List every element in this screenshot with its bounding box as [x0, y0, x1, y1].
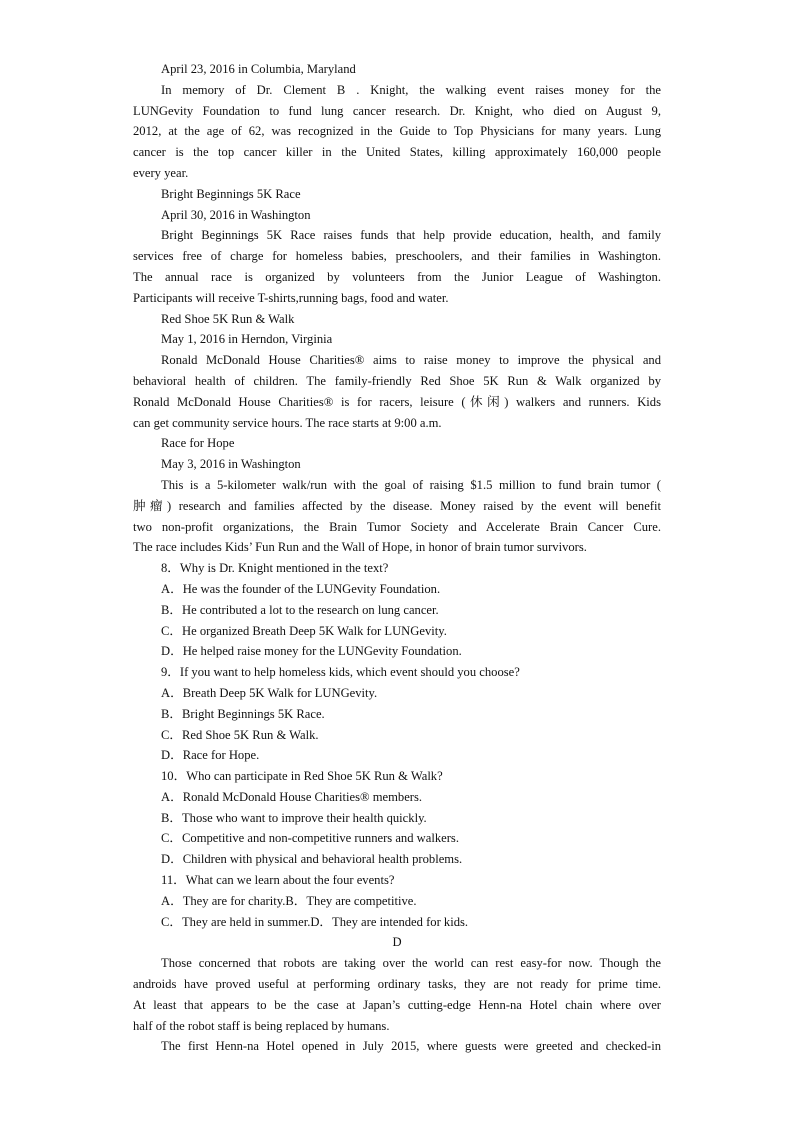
text-line: cancer is the top cancer killer in the United States, killing approximately 160,000 people — [133, 145, 661, 160]
text-line: Participants will receive T-shirts,running bags, food and water. — [133, 290, 449, 305]
text-line: 肿瘤) research and families affected by the disease. Money raised by the event will benefit — [133, 498, 661, 513]
text-line: Bright Beginnings 5K Race — [161, 186, 301, 201]
text-line: Those concerned that robots are taking over the world can rest easy-for now. Though the — [161, 956, 661, 971]
text-line: LUNGevity Foundation to fund lung cancer research. Dr. Knight, who died on August 9, — [133, 103, 661, 118]
text-line: behavioral health of children. The family-friendly Red Shoe 5K Run & Walk organized by — [133, 373, 661, 388]
text-line: C．Red Shoe 5K Run & Walk. — [161, 727, 319, 742]
text-line: D．He helped raise money for the LUNGevity Foundation. — [161, 644, 462, 659]
text-line: two non-profit organizations, the Brain Tumor Society and Accelerate Brain Cancer Cure. — [133, 519, 661, 534]
text-line: D．Race for Hope. — [161, 748, 260, 763]
text-line: C．He organized Breath Deep 5K Walk for LUNGevity. — [161, 623, 447, 638]
text-line: April 30, 2016 in Washington — [161, 207, 311, 222]
text-line: May 1, 2016 in Herndon, Virginia — [161, 332, 333, 347]
text-line: 2012, at the age of 62, was recognized in the Guide to Top Physicians for many years. Lung — [133, 124, 661, 139]
text-line: In memory of Dr. Clement B . Knight, the walking event raises money for the — [161, 82, 661, 97]
document-page — [133, 59, 661, 1057]
text-line: D．Children with physical and behavioral health problems. — [161, 852, 463, 867]
text-line: A．He was the founder of the LUNGevity Foundation. — [161, 581, 441, 596]
text-line: 11．What can we learn about the four events? — [161, 873, 395, 888]
text-line: A．They are for charity.B．They are competitive. — [161, 893, 417, 908]
text-line: Red Shoe 5K Run & Walk — [161, 311, 295, 326]
text-line: 10．Who can participate in Red Shoe 5K Run & Walk? — [161, 769, 443, 784]
text-line: The annual race is organized by volunteers from the Junior League of Washington. — [133, 269, 661, 284]
text-line: C．Competitive and non-competitive runners and walkers. — [161, 831, 459, 846]
text-line: Race for Hope — [161, 436, 235, 451]
text-line: Bright Beginnings 5K Race raises funds that help provide education, health, and family — [161, 228, 661, 243]
text-line: C．They are held in summer.D．They are intended for kids. — [161, 914, 469, 929]
text-line: B．He contributed a lot to the research on lung cancer. — [161, 602, 439, 617]
text-line: Ronald McDonald House Charities® aims to raise money to improve the physical and — [161, 353, 661, 368]
text-line: every year. — [133, 165, 189, 180]
text-line: half of the robot staff is being replaced by humans. — [133, 1018, 390, 1033]
text-line: androids have proved useful at performing ordinary tasks, they are not ready for prime time. — [133, 977, 661, 992]
text-line: 8．Why is Dr. Knight mentioned in the text? — [161, 561, 389, 576]
text-line: Ronald McDonald House Charities® is for racers, leisure (休闲) walkers and runners. Kids — [133, 394, 661, 409]
text-line: A．Ronald McDonald House Charities® members. — [161, 789, 423, 804]
text-line: At least that appears to be the case at Japan’s cutting-edge Henn-na Hotel chain where over — [133, 997, 661, 1012]
text-line: B．Bright Beginnings 5K Race. — [161, 706, 325, 721]
text-line: can get community service hours. The race starts at 9:00 a.m. — [133, 415, 442, 430]
text-line: The first Henn-na Hotel opened in July 2015, where guests were greeted and checked-in — [161, 1039, 661, 1054]
text-line: The race includes Kids’ Fun Run and the Wall of Hope, in honor of brain tumor survivors. — [133, 540, 587, 555]
text-line: 9．If you want to help homeless kids, which event should you choose? — [161, 665, 520, 680]
text-line: May 3, 2016 in Washington — [161, 457, 301, 472]
text-line: services free of charge for homeless babies, preschoolers, and their families in Washington. — [133, 249, 661, 264]
text-line: D — [392, 935, 402, 950]
text-line: B．Those who want to improve their health quickly. — [161, 810, 427, 825]
text-line: April 23, 2016 in Columbia, Maryland — [161, 62, 356, 76]
text-line: A．Breath Deep 5K Walk for LUNGevity. — [161, 685, 378, 700]
text-line: This is a 5-kilometer walk/run with the goal of raising $1.5 million to fund brain tumor ( — [161, 477, 661, 492]
